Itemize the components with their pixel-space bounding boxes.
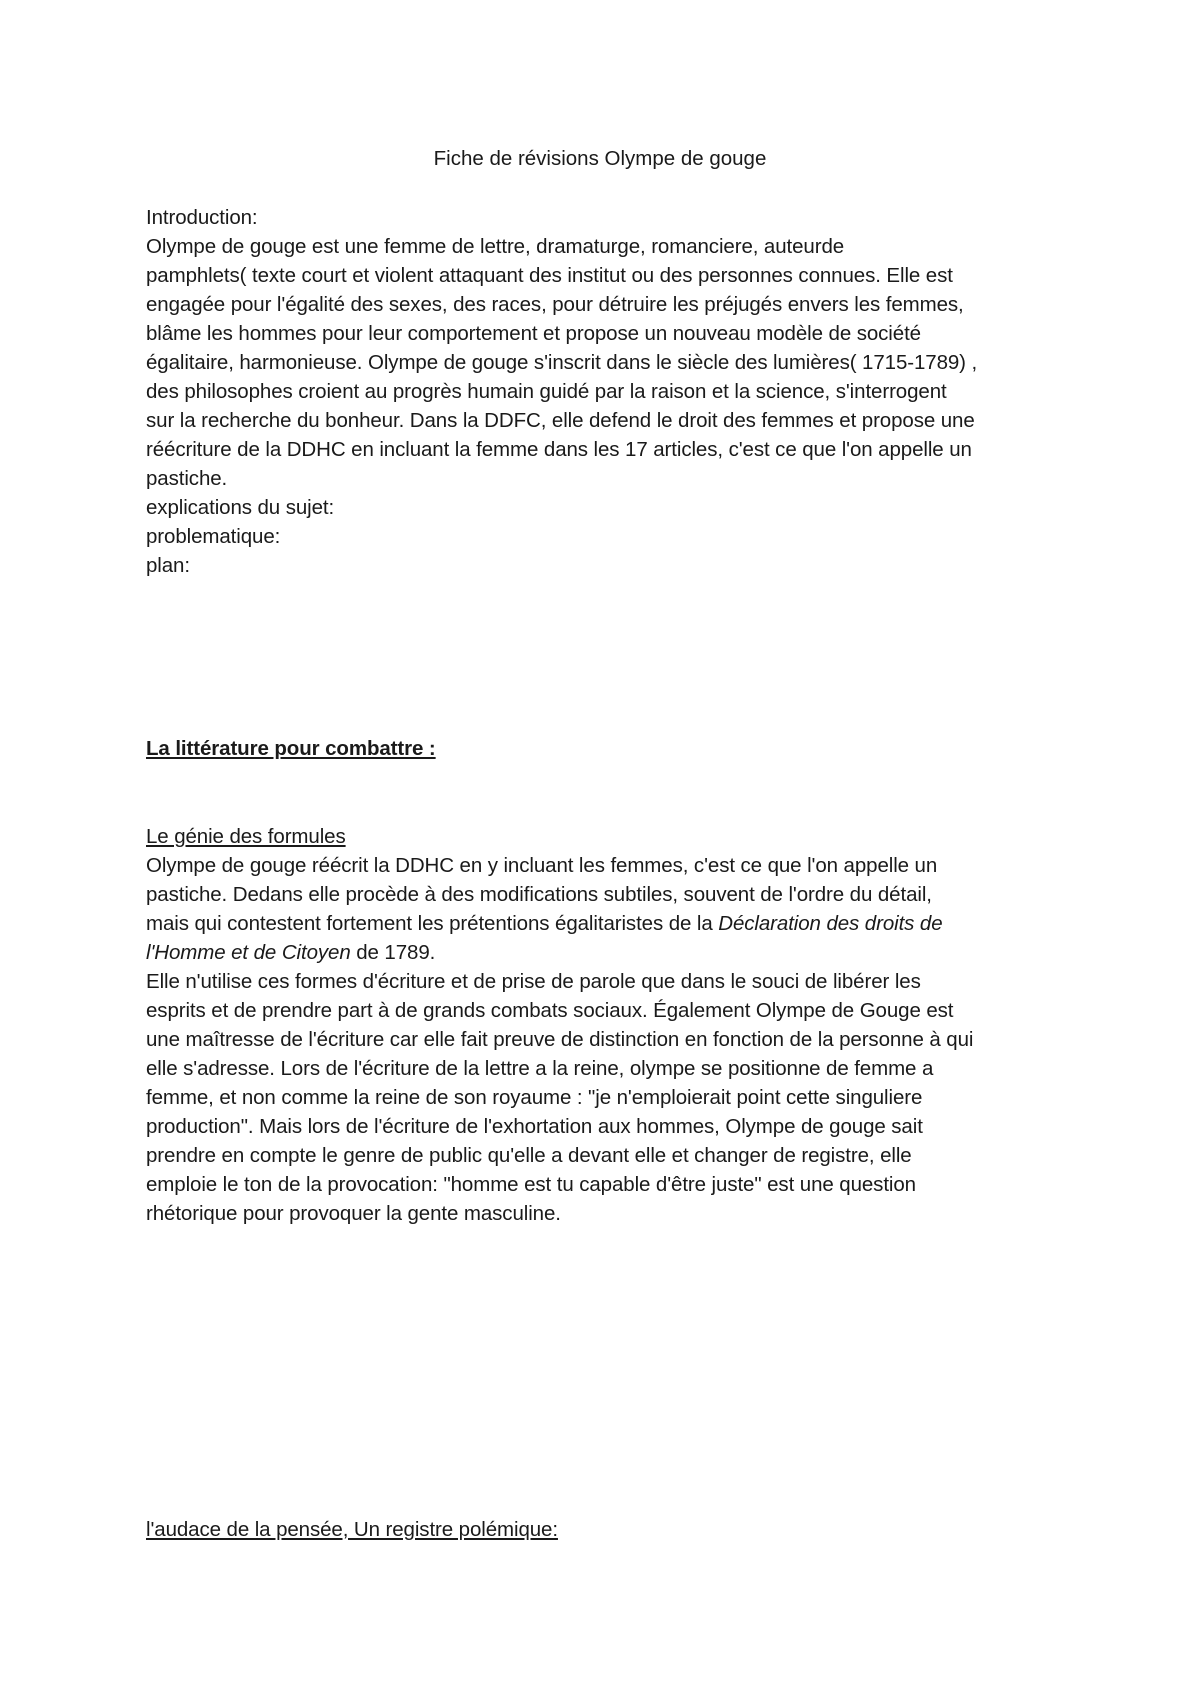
body-text: de 1789. xyxy=(350,941,436,964)
intro-line: réécriture de la DDHC en incluant la femme dans les 17 articles, c'est ce que l'on appelle un xyxy=(146,438,972,461)
body-line xyxy=(146,938,435,967)
body-line: une maîtresse de l'écriture car elle fait preuve de distinction en fonction de la personne à qui xyxy=(146,1028,974,1051)
body-line: Elle n'utilise ces formes d'écriture et de prise de parole que dans le souci de libérer les xyxy=(146,970,921,993)
document-title: Fiche de révisions Olympe de gouge xyxy=(433,147,767,170)
body-line: Olympe de gouge réécrit la DDHC en y incluant les femmes, c'est ce que l'on appelle un xyxy=(146,854,938,877)
problematique-label: problematique: xyxy=(146,525,281,548)
body-line xyxy=(146,909,943,938)
intro-line: pamphlets( texte court et violent attaquant des institut ou des personnes connues. Elle est xyxy=(146,264,953,287)
body-text: mais qui contestent fortement les prétentions égalitaristes de la xyxy=(146,912,719,935)
body-line: femme, et non comme la reine de son royaume : "je n'emploierait point cette singuliere xyxy=(146,1086,923,1109)
explications-label: explications du sujet: xyxy=(146,496,335,519)
intro-line: blâme les hommes pour leur comportement et propose un nouveau modèle de société xyxy=(146,322,921,345)
body-line: prendre en compte le genre de public qu'elle a devant elle et changer de registre, elle xyxy=(146,1144,912,1167)
body-line: esprits et de prendre part à de grands combats sociaux. Également Olympe de Gouge est xyxy=(146,999,954,1022)
intro-heading: Introduction: xyxy=(146,206,258,229)
section-heading-litterature: La littérature pour combattre : xyxy=(146,737,436,760)
intro-line: pastiche. xyxy=(146,467,228,490)
subheading-audace-pensee: l'audace de la pensée, Un registre polémique: xyxy=(146,1518,558,1541)
intro-line: égalitaire, harmonieuse. Olympe de gouge s'inscrit dans le siècle des lumières( 1715-1789) , xyxy=(146,351,978,374)
body-line: elle s'adresse. Lors de l'écriture de la lettre a la reine, olympe se positionne de femme a xyxy=(146,1057,934,1080)
body-line: rhétorique pour provoquer la gente masculine. xyxy=(146,1202,561,1225)
declaration-title-italic: Déclaration des droits de xyxy=(718,912,943,935)
body-line: production". Mais lors de l'écriture de l'exhortation aux hommes, Olympe de gouge sait xyxy=(146,1115,923,1138)
body-line: emploie le ton de la provocation: "homme est tu capable d'être juste" est une question xyxy=(146,1173,916,1196)
subheading-genie-formules: Le génie des formules xyxy=(146,825,346,848)
intro-line: engagée pour l'égalité des sexes, des races, pour détruire les préjugés envers les femmes, xyxy=(146,293,964,316)
intro-line: Olympe de gouge est une femme de lettre, dramaturge, romanciere, auteurde xyxy=(146,235,845,258)
plan-label: plan: xyxy=(146,554,190,577)
declaration-title-italic: l'Homme et de Citoyen xyxy=(146,941,351,964)
intro-line: des philosophes croient au progrès humain guidé par la raison et la science, s'interrogent xyxy=(146,380,947,403)
body-line: pastiche. Dedans elle procède à des modifications subtiles, souvent de l'ordre du détail, xyxy=(146,883,932,906)
intro-line: sur la recherche du bonheur. Dans la DDFC, elle defend le droit des femmes et propose une xyxy=(146,409,975,432)
